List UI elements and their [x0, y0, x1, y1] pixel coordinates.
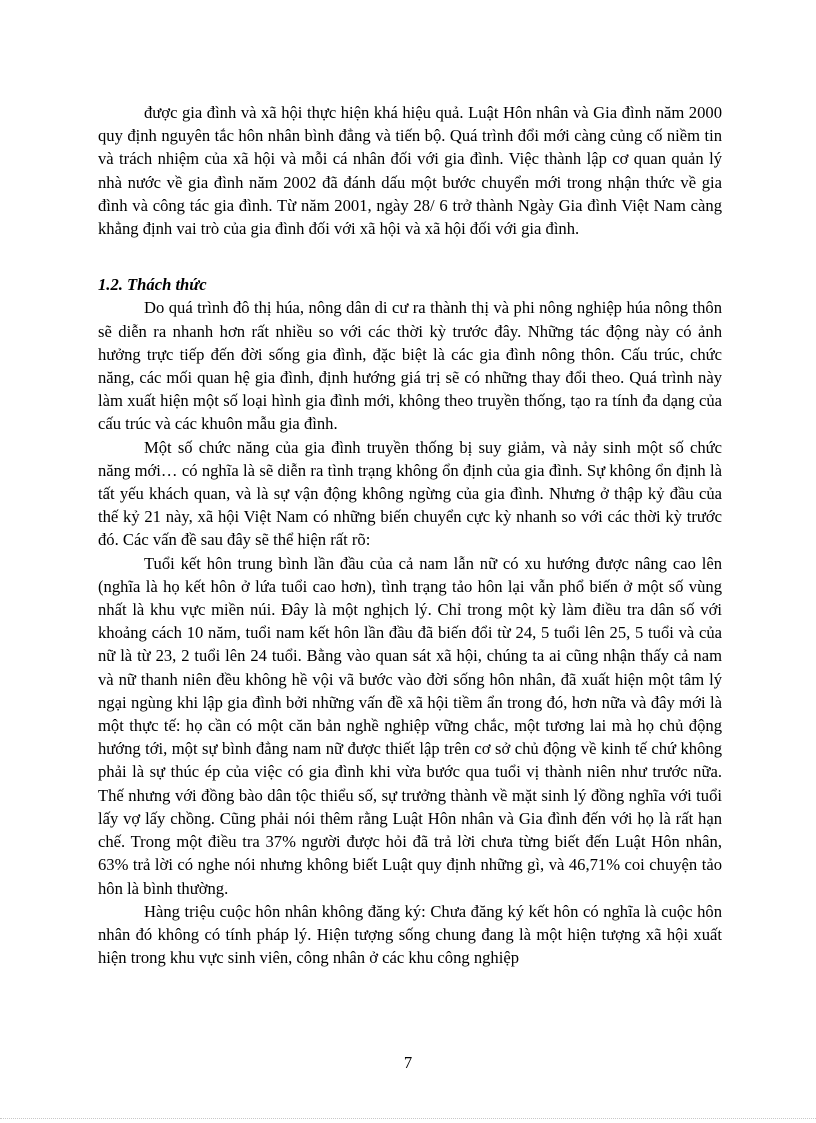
- body-paragraph: Do quá trình đô thị húa, nông dân di cư ra thành thị và phi nông nghiệp húa nông thôn sẽ diễn ra nhanh hơn rất nhiều so với các thời kỳ trước đây. Những tác động này có ảnh hưởng trực tiếp đến đời sống gia đình, đặc biệt là các gia đình nông thôn. Cấu trúc, chức năng, các mối quan hệ gia đình, định hướng giá trị sẽ có những thay đổi theo. Quá trình này làm xuất hiện một số loại hình gia đình mới, không theo truyền thống, tạo ra tính đa dạng của cấu trúc và các khuôn mẫu gia đình.: [98, 298, 722, 434]
- body-paragraph: Tuổi kết hôn trung bình lần đầu của cả nam lẫn nữ có xu hướng được nâng cao lên (nghĩa là họ kết hôn ở lứa tuổi cao hơn), tình trạng tảo hôn lại vẫn phổ biến ở một số vùng nhất là khu vực miền núi. Đây là một nghịch lý. Chỉ trong một kỳ làm điều tra dân số với khoảng cách 10 năm, tuổi nam kết hôn lần đầu đã biến đổi từ 24, 5 tuổi lên 25, 5 tuổi và của nữ là từ 23, 2 tuổi lên 24 tuổi. Bằng vào quan sát xã hội, chúng ta ai cũng nhận thấy cả nam và nữ thanh niên đều không hề vội vã bước vào đời sống hôn nhân, đã xuất hiện một tâm lý ngại ngùng khi lập gia đình bởi những vấn đề xã hội tiềm ẩn trong đó, hơn nữa và đây mới là một thực tế: họ cần có một căn bản nghề nghiệp vững chắc, một tương lai mà họ chủ động hướng tới, một sự bình đẳng nam nữ được thiết lập trên cơ sở chủ động về kinh tế chứ không phải là sự thúc ép của việc có gia đình khi vừa bước qua tuổi vị thành niên như trước nữa. Thế nhưng với đồng bào dân tộc thiểu số, sự trưởng thành về mặt sinh lý đồng nghĩa với tuổi lấy vợ lấy chồng. Cũng phải nói thêm rằng Luật Hôn nhân và Gia đình đến với họ là rất hạn chế. Trong một điều tra 37% người được hỏi đã trả lời chưa từng biết đến Luật Hôn nhân, 63% trả lời có nghe nói nhưng không biết Luật quy định những gì, và 46,71% coi chuyện tảo hôn là bình thường.: [98, 553, 722, 898]
- document-page: [98, 101, 722, 969]
- body-paragraph: Một số chức năng của gia đình truyền thống bị suy giảm, và nảy sinh một số chức năng mới… có nghĩa là sẽ diễn ra tình trạng không ổn định của gia đình. Sự không ổn định là tất yếu khách quan, và là sự vận động không ngừng của gia đình. Nhưng ở thập kỷ đầu của thế kỷ 21 này, xã hội Việt Nam có những biến chuyển cực kỳ nhanh so với các thời kỳ trước đó. Các vấn đề sau đây sẽ thể hiện rất rõ:: [98, 437, 722, 550]
- page-number: 7: [403, 1053, 413, 1072]
- intro-paragraph: được gia đình và xã hội thực hiện khá hiệu quả. Luật Hôn nhân và Gia đình năm 2000 quy định nguyên tắc hôn nhân bình đẳng và tiến bộ. Quá trình đổi mới càng củng cố niềm tin và trách nhiệm của xã hội và mỗi cá nhân đối với gia đình. Việc thành lập cơ quan quản lý nhà nước về gia đình năm 2002 đã đánh dấu một bước chuyển mới trong nhận thức về gia đình và công tác gia đình. Từ năm 2001, ngày 28/ 6 trở thành Ngày Gia đình Việt Nam càng khẳng định vai trò của gia đình đối với xã hội và xã hội đối với gia đình.: [98, 103, 722, 239]
- page-bottom-divider: [0, 1118, 816, 1119]
- body-paragraph: Hàng triệu cuộc hôn nhân không đăng ký: Chưa đăng ký kết hôn có nghĩa là cuộc hôn nhân đó không có tính pháp lý. Hiện tượng sống chung đang là một hiện tượng xã hội xuất hiện trong khu vực sinh viên, công nhân ở các khu công nghiệp: [98, 901, 722, 968]
- section-heading: 1.2. Thách thức: [98, 275, 207, 295]
